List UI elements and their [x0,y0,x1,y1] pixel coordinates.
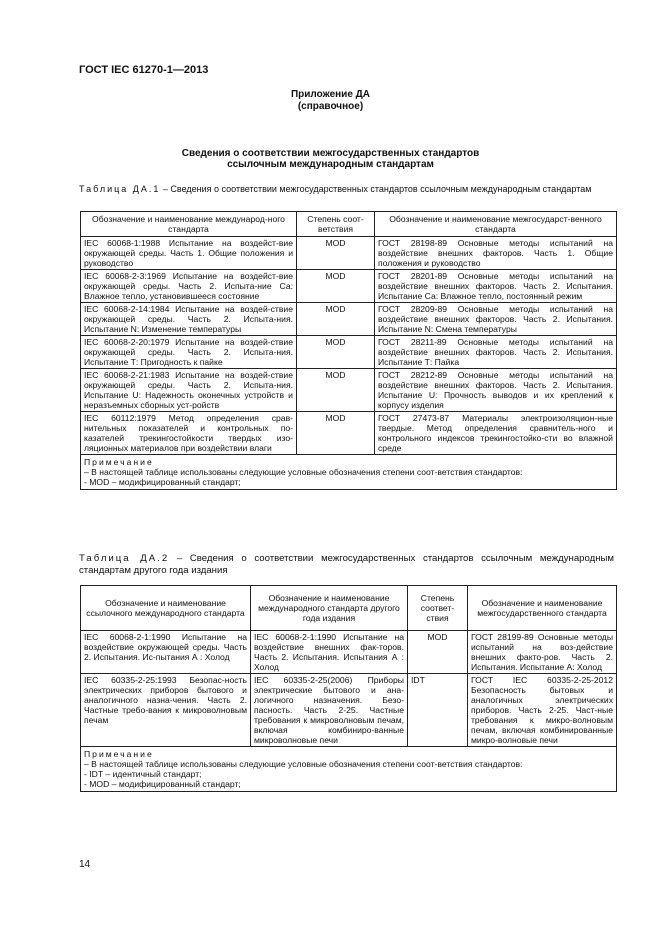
table1-cell: IEC 60068-2-20:1979 Испытание на воздей-ствие окружающей среды. Часть 2. Испыта-ния. Испытание Т: Пригодность к пайке [81,336,297,369]
table1-cell: IEC 60068-1:1988 Испытание на воздейст-вие окружающей среды. Часть 1. Общие положения и руководство [81,237,297,270]
annex-subtitle: (справочное) [297,101,364,112]
table2-note [81,747,617,792]
table1-cell: IEC 60068-2-3:1969 Испытание на воздейст-вие окружающей среды. Часть 2. Испыта-ние Са: Влажное тепло, установившееся состояние [81,270,297,303]
table1-caption-text: – Сведения о соответствии межгосударственных стандартов ссылочным международным стандартам [160,184,592,194]
table-row [81,303,617,336]
table1-caption [79,184,614,195]
table2-note-row [81,747,617,792]
section-heading-line-1: Сведения о соответствии межгосударственных стандартов [181,148,480,159]
table1-cell: IEC 60068-2-21:1983 Испытание на воздей-ствие окружающей среды. Часть 2. Испыта-ния. Испытание U: Надежность оконечных устройств и неразъемных сборных уст-ройств [81,369,297,412]
table-row [81,412,617,455]
table2-note-item: - MOD – модифицированный стандарт; [84,779,241,789]
table2-cell: IEC 60335-2-25:1993 Безопас-ность электрических приборов бытового и аналогичного назна-чения. Часть 2. Частные требо-вания к микроволновым печам [81,674,251,747]
table-row [81,674,617,747]
table1-note-label: Примечание [84,457,154,467]
section-heading [0,148,661,170]
table2-cell: MOD [408,631,468,674]
table1-cell: MOD [297,237,375,270]
table1-cell: IEC 60112:1979 Метод определения срав-нительных показателей и контрольных по-казателей трекингостойкости твердых изо-ляционных материалов при воздействии влаги [81,412,297,455]
table1-note-row [81,455,617,490]
page-header-standard-id: ГОСТ IEC 61270-1—2013 [79,64,209,76]
table1-cell: MOD [297,369,375,412]
table1-cell: MOD [297,336,375,369]
table2-caption-text: – Сведения о соответствии межгосударственных стандартов ссылочным международным стандартам другого года издания [79,553,614,576]
table2-caption [79,553,614,577]
table1-note-item: - MOD – модифицированный стандарт; [84,477,241,487]
table1-note [81,455,617,490]
table1 [80,211,617,490]
table-row [81,336,617,369]
table1-cell: MOD [297,303,375,336]
table1-header-degree: Степень соот-ветствия [297,212,375,237]
table2-cell: ГОСТ IEC 60335-2-25-2012 Безопасность бытовых и аналогичных электрических приборов. Часть 2-25. Част-ные требования к микро-волновым печам, включая комбинированные микро-волновые печи [468,674,617,747]
table1-caption-label: Таблица ДА.1 [79,184,161,194]
table-row [81,631,617,674]
table1-cell: ГОСТ 28201-89 Основные методы испытаний на воздействие внешних факторов. Часть 2. Испытания. Испытание Са: Влажное тепло, постоянный режим [375,270,617,303]
table2-cell: IEC 60068-2-1:1990 Испытание на воздействие окружающей среды. Часть 2. Испытания. Ис-пытания А : Холод [81,631,251,674]
table2-note-label: Примечание [84,749,154,759]
table1-header-interstate: Обозначение и наименование межгосударст-венного стандарта [375,212,617,237]
table2-note-text: – В настоящей таблице использованы следующие условные обозначения степени соот-ветствия стандартов: [84,759,523,769]
table2 [80,585,617,792]
table1-cell: IEC 60068-2-14:1984 Испытание на воздей-ствие окружающей среды. Часть 2. Испыта-ния. Испытание N: Изменение температуры [81,303,297,336]
table2-cell: IEC 60068-2-1:1990 Испытание на воздействие внешних фак-торов. Часть 2. Испытания. Испытания А : Холод [251,631,408,674]
table2-header-degree: Степень соответ-ствия [408,586,468,631]
table2-cell: IEC 60335-2-25(2006) Приборы электрические бытового и ана-логичного назначения. Безо-пасность. Часть 2-25. Частные требования к микроволновым печам, включая комбиниро-ванные микроволновые печи [251,674,408,747]
page-number: 14 [79,859,91,870]
section-heading-line-2: ссылочным международным стандартам [227,159,434,170]
table2-header-interstate: Обозначение и наименование межгосударственного стандарта [468,586,617,631]
table2-caption-label: Таблица ДА.2 [79,553,170,564]
table2-cell: IDT [408,674,468,747]
table-row [81,369,617,412]
table1-cell: MOD [297,270,375,303]
annex-title: Приложение ДА [290,89,371,100]
table1-cell: ГОСТ 28209-89 Основные методы испытаний на воздействие внешних факторов. Часть 2. Испытания. Испытание N: Смена температуры [375,303,617,336]
table1-cell: ГОСТ 28211-89 Основные методы испытаний на воздействие внешних факторов. Часть 2. Испытания. Испытание Т: Пайка [375,336,617,369]
table1-cell: ГОСТ 28198-89 Основные методы испытаний на воздействие внешних факторов. Часть 1. Общие положения и руководство [375,237,617,270]
table1-note-text: – В настоящей таблице использованы следующие условные обозначения степени соот-ветствия стандартов: [84,467,523,477]
table1-header-intl: Обозначение и наименование международ-ного стандарта [81,212,297,237]
table2-header-intl-other-year: Обозначение и наименование международного стандарта другого года издания [251,586,408,631]
table2-header-row [81,586,617,631]
annex-title-block [0,89,661,113]
table1-cell: MOD [297,412,375,455]
table1-cell: ГОСТ 27473-87 Материалы электроизоляцион-ные твердые. Метод определения сравнитель-ного и контрольного индексов трекингостойко-сти во влажной среде [375,412,617,455]
table2-cell: ГОСТ 28199-89 Основные методы испытаний на воз-действие внешних факто-ров. Часть 2. Испытания. Испытание А: Холод [468,631,617,674]
table1-cell: ГОСТ 28212-89 Основные методы испытаний на воздействие внешних факторов. Часть 2. Испытания. Испытание U: Прочность выводов и их креплений к корпусу изделия [375,369,617,412]
table1-header-row [81,212,617,237]
table-row [81,270,617,303]
table-row [81,237,617,270]
table2-header-ref-intl: Обозначение и наименование ссылочного международного стандарта [81,586,251,631]
table2-note-item: - IDT – идентичный стандарт; [84,769,202,779]
